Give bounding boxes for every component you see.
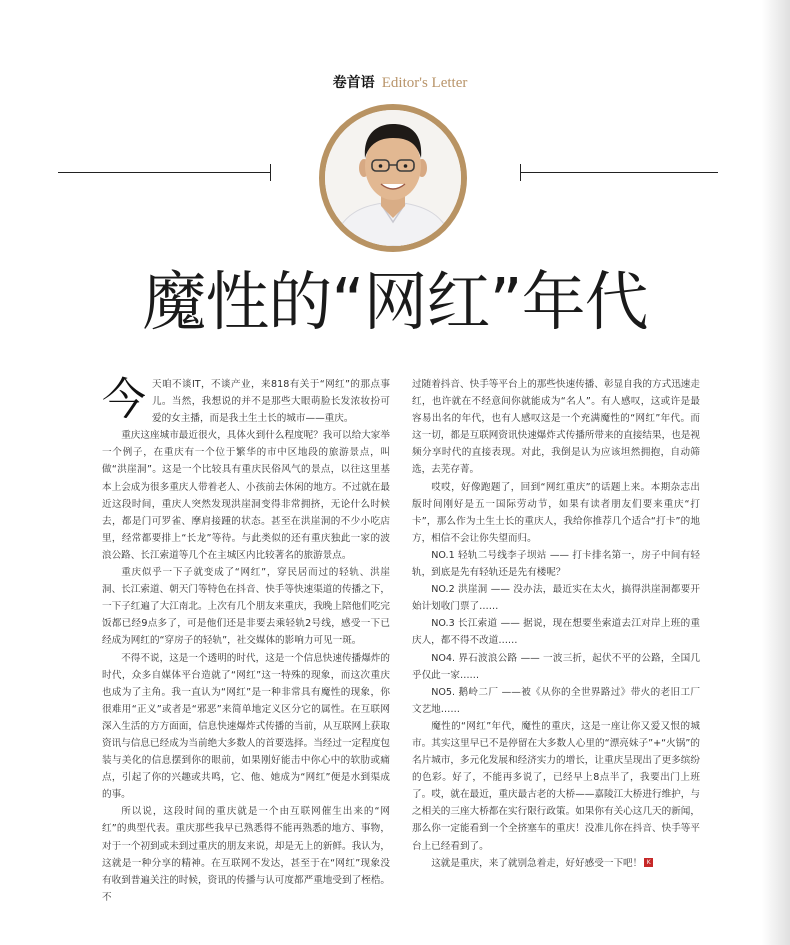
- article-paragraph: [102, 376, 390, 427]
- article-paragraph: 所以说，这段时间的重庆就是一个由互联网催生出来的“网红”的典型代表。重庆那些我早已熟悉得不能再熟悉的地方、事物，对于一个初到或未到过重庆的朋友来说，却是无上的新鲜。我认为，这就是一种分享的精神。在互联网不发达，甚至于在“网红”现象没有收到普遍关注的时候，资讯的传播与认可度都严重地受到了桎梏。不: [102, 806, 390, 903]
- article-paragraph: 重庆似乎一下子就变成了“网红”，穿民居而过的轻轨、洪崖洞、长江索道、朝天门等特色在抖音、快手等快速渠道的传播之下，一下子红遍了大江南北。上次有几个朋友来重庆，我晚上陪他们吃完饭都已经9点多了，可是他们还是非要去乘轻轨2号线，感受一下已经成为网红的“穿房子的轻轨”，社交媒体的影响力可见一斑。: [102, 567, 390, 647]
- article-paragraph: 重庆这座城市最近很火，具体火到什么程度呢？我可以给大家举一个例子，在重庆有一个位于繁华的市中区地段的旅游景点，叫做“洪崖洞”。这是一个比较具有重庆民俗风气的景点，以往这里基本上会成为很多重庆人带着老人、小孩前去休闲的地方。不过就在最近这段时间，重庆人突然发现洪崖洞变得非常拥挤，无论什么时候去，都是门可罗雀、摩肩接踵的状态。甚至在洪崖洞的不少小吃店里，经常都要排上“长龙”等待。与此类似的还有重庆独此一家的波浪公路、长江索道等几个在主城区内比较著名的旅游景点。: [102, 430, 390, 561]
- drop-cap: 今: [102, 374, 146, 425]
- section-label: [300, 72, 500, 92]
- left-divider-tick: [270, 164, 271, 181]
- page-edge-shadow: [762, 0, 790, 945]
- recommendation-item: NO5. 鹅岭二厂 ——被《从你的全世界路过》带火的老旧工厂文艺地……: [412, 686, 700, 715]
- article-paragraph: 魔性的“网红”年代，魔性的重庆，这是一座让你又爱又恨的城市。其实这里早已不是停留在大多数人心里的“漂亮妹子”+“火锅”的名片城市，多元化发展和经济实力的增长，让重庆呈现出了更多缤纷的色彩。好了，不能再多说了，已经早上8点半了，我要出门上班了。哎，就在最近，重庆最古老的大桥——嘉陵江大桥进行维护，与之相关的三座大桥都在实行限行政策。如果你有关心这几天的新闻，那么你一定能看到一个全挤塞车的重庆！没准儿你在抖音、快手等平台上已经看到了。: [412, 720, 700, 852]
- editor-portrait: [319, 104, 467, 252]
- article-title: 魔性的“网红”年代: [142, 266, 648, 340]
- article-paragraph: 不得不说，这是一个透明的时代，这是一个信息快速传播爆炸的时代，众多自媒体平台造就了“网红”这一特殊的现象，而这次重庆也成为了主角。我一直认为“网红”是一种非常具有魔性的现象，你很难用“正义”或者是“邪恶”来简单地定义区分它的属性。在互联网深入生活的方方面面，信息快速爆炸式传播的当前，从互联网上获取资讯与信息已经成为当前绝大多数人的首要选择。当经过一定程度包装与美化的信息摆到你的眼前，如果刚好能击中你心中的软肋或痛点，引起了你的兴趣或共鸣，它、他、她成为“网红”便是水到渠成的事。: [102, 652, 390, 801]
- editor-portrait-image: [325, 110, 461, 246]
- section-label-chinese: 卷首语: [332, 75, 375, 91]
- article-paragraph: [412, 855, 700, 872]
- right-divider-line: [520, 172, 718, 173]
- article-paragraph: 哎哎，好像跑题了，回到“网红重庆”的话题上来。本期杂志出版时间刚好是五一国际劳动节，如果有读者朋友们要来重庆“打卡”，那么作为土生土长的重庆人，我给你推荐几个适合“打卡”的地方，相信不会让你失望而归。: [412, 481, 700, 544]
- left-divider-line: [58, 172, 270, 173]
- article-column-left: [102, 376, 390, 906]
- recommendation-item: NO.1 轻轨二号线李子坝站 —— 打卡排名第一，房子中间有轻轨，到底是先有轻轨还是先有楼呢？: [412, 549, 700, 579]
- paragraph-text: 天咱不谈IT，不谈产业，来818有关于“网红”的那点事儿。当然，我想说的并不是那些大眼萌脸长发浓妆扮可爱的女主播，而是我土生土长的城市——重庆。: [152, 379, 390, 425]
- recommendation-item: NO.2 洪崖洞 —— 没办法，最近实在太火，搞得洪崖洞都要开始计划收门票了……: [412, 584, 700, 613]
- right-divider-tick: [520, 164, 521, 181]
- recommendation-item: NO4. 界石波浪公路 —— 一波三折，起伏不平的公路，全国几乎仅此一家……: [412, 652, 700, 681]
- closing-text: 这就是重庆，来了就别急着走，好好感受一下吧！: [431, 857, 643, 869]
- recommendation-item: NO.3 长江索道 —— 据说，现在想要坐索道去江对岸上班的重庆人，都不得不改道……: [412, 618, 700, 647]
- article-paragraph: 过随着抖音、快手等平台上的那些快速传播、彰显自我的方式迅速走红，也许就在不经意间你就能成为“名人”。有人感叹，这或许是最容易出名的年代，也有人感叹这是一个充满魔性的“网红”年代。而这一切，都是互联网资讯快速爆炸式传播所带来的直接结果，也是视频分享时代的直接表现。对此，我倒是认为应该坦然拥抱，自动筛选，去芜存菁。: [412, 379, 700, 476]
- article-column-right: [412, 376, 700, 872]
- section-label-english: Editor's Letter: [381, 75, 468, 91]
- end-mark-icon: K: [644, 858, 653, 867]
